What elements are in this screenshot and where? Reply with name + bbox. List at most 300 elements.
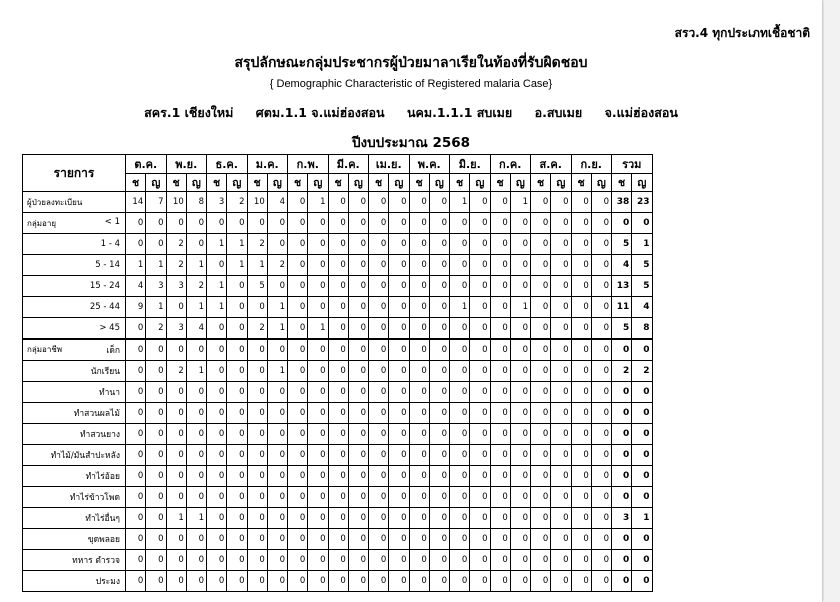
total-cell: 5	[612, 234, 632, 255]
table-row	[23, 424, 653, 445]
value-cell: 0	[551, 529, 571, 550]
value-cell: 0	[510, 213, 530, 234]
month-header: พ.ค.	[409, 155, 450, 174]
value-cell: 0	[531, 192, 551, 213]
value-cell: 0	[510, 445, 530, 466]
value-cell: 1	[166, 508, 186, 529]
value-cell: 0	[389, 192, 409, 213]
total-cell: 23	[632, 192, 652, 213]
value-cell: 0	[490, 529, 510, 550]
value-cell: 0	[571, 424, 591, 445]
value-cell: 0	[369, 424, 389, 445]
value-cell: 0	[348, 192, 368, 213]
value-cell: 0	[470, 466, 490, 487]
value-cell: 9	[126, 297, 146, 318]
value-cell: 0	[328, 487, 348, 508]
value-cell: 0	[267, 234, 287, 255]
value-cell: 0	[490, 361, 510, 382]
value-cell: 0	[571, 339, 591, 361]
value-cell: 0	[591, 213, 611, 234]
value-cell: 0	[267, 550, 287, 571]
value-cell: 0	[288, 466, 308, 487]
value-cell: 0	[450, 403, 470, 424]
value-cell: 0	[591, 318, 611, 340]
value-cell: 0	[551, 192, 571, 213]
value-cell: 0	[450, 276, 470, 297]
value-cell: 0	[369, 192, 389, 213]
organization-line	[0, 103, 822, 123]
value-cell: 0	[186, 339, 206, 361]
value-cell: 0	[389, 361, 409, 382]
value-cell: 0	[490, 213, 510, 234]
value-cell: 0	[166, 403, 186, 424]
value-cell: 0	[308, 445, 328, 466]
month-header: ธ.ค.	[207, 155, 248, 174]
value-cell: 0	[369, 361, 389, 382]
value-cell: 0	[470, 424, 490, 445]
female-header: ญ	[267, 174, 287, 192]
value-cell: 0	[429, 339, 449, 361]
value-cell: 0	[328, 339, 348, 361]
female-header: ญ	[429, 174, 449, 192]
value-cell: 2	[186, 276, 206, 297]
value-cell: 0	[409, 550, 429, 571]
value-cell: 0	[247, 445, 267, 466]
value-cell: 0	[510, 508, 530, 529]
value-cell: 0	[510, 255, 530, 276]
value-cell: 0	[429, 297, 449, 318]
value-cell: 0	[571, 445, 591, 466]
row-label: ทำไม้/มันสำปะหลัง	[23, 445, 126, 466]
value-cell: 0	[186, 529, 206, 550]
value-cell: 0	[288, 318, 308, 340]
value-cell: 0	[126, 508, 146, 529]
value-cell: 0	[409, 445, 429, 466]
value-cell: 0	[389, 403, 409, 424]
value-cell: 0	[470, 571, 490, 592]
value-cell: 0	[247, 487, 267, 508]
value-cell: 0	[267, 466, 287, 487]
month-header: ก.ค.	[490, 155, 531, 174]
value-cell: 0	[429, 318, 449, 340]
value-cell: 0	[591, 361, 611, 382]
value-cell: 0	[308, 213, 328, 234]
male-header: ช	[490, 174, 510, 192]
value-cell: 0	[227, 508, 247, 529]
row-label: > 45	[23, 318, 126, 340]
value-cell: 0	[510, 466, 530, 487]
value-cell: 0	[308, 529, 328, 550]
value-cell: 0	[551, 234, 571, 255]
value-cell: 0	[126, 529, 146, 550]
value-cell: 0	[308, 403, 328, 424]
demographic-table	[22, 154, 653, 592]
value-cell: 0	[470, 382, 490, 403]
value-cell: 5	[247, 276, 267, 297]
value-cell: 0	[490, 445, 510, 466]
value-cell: 0	[126, 424, 146, 445]
value-cell: 0	[247, 466, 267, 487]
org-unit: นคม.1.1.1 สบเมย	[406, 105, 513, 120]
value-cell: 0	[429, 550, 449, 571]
value-cell: 0	[389, 487, 409, 508]
value-cell: 0	[308, 508, 328, 529]
value-cell: 0	[450, 318, 470, 340]
value-cell: 0	[450, 382, 470, 403]
value-cell: 0	[510, 318, 530, 340]
value-cell: 0	[429, 424, 449, 445]
value-cell: 0	[288, 508, 308, 529]
table-row	[23, 192, 653, 213]
value-cell: 0	[288, 297, 308, 318]
value-cell: 2	[166, 361, 186, 382]
total-cell: 2	[632, 361, 652, 382]
total-cell: 4	[632, 297, 652, 318]
value-cell: 0	[267, 529, 287, 550]
value-cell: 0	[409, 213, 429, 234]
value-cell: 0	[369, 403, 389, 424]
value-cell: 0	[551, 445, 571, 466]
value-cell: 0	[571, 550, 591, 571]
value-cell: 0	[348, 276, 368, 297]
value-cell: 0	[571, 529, 591, 550]
value-cell: 0	[389, 318, 409, 340]
value-cell: 0	[126, 234, 146, 255]
total-cell: 0	[612, 445, 632, 466]
female-header: ญ	[348, 174, 368, 192]
value-cell: 0	[510, 403, 530, 424]
value-cell: 0	[308, 255, 328, 276]
value-cell: 0	[510, 529, 530, 550]
value-cell: 1	[207, 276, 227, 297]
total-cell: 4	[612, 255, 632, 276]
value-cell: 0	[591, 403, 611, 424]
row-label: ทหาร ตำรวจ	[23, 550, 126, 571]
value-cell: 0	[470, 339, 490, 361]
value-cell: 0	[308, 361, 328, 382]
value-cell: 0	[551, 550, 571, 571]
value-cell: 0	[389, 382, 409, 403]
table-row	[23, 445, 653, 466]
table-row	[23, 276, 653, 297]
female-header: ญ	[146, 174, 166, 192]
value-cell: 0	[146, 550, 166, 571]
value-cell: 0	[348, 382, 368, 403]
value-cell: 10	[247, 192, 267, 213]
value-cell: 0	[571, 361, 591, 382]
value-cell: 0	[429, 445, 449, 466]
value-cell: 0	[247, 571, 267, 592]
value-cell: 0	[369, 445, 389, 466]
value-cell: 0	[490, 318, 510, 340]
value-cell: 0	[571, 403, 591, 424]
value-cell: 0	[186, 403, 206, 424]
value-cell: 0	[288, 487, 308, 508]
value-cell: 0	[146, 508, 166, 529]
table-row	[23, 339, 653, 361]
value-cell: 0	[551, 487, 571, 508]
value-cell: 1	[186, 297, 206, 318]
value-cell: 1	[267, 297, 287, 318]
value-cell: 0	[450, 255, 470, 276]
value-cell: 0	[531, 445, 551, 466]
row-label: ทำไร่ข้าวโพด	[23, 487, 126, 508]
value-cell: 0	[531, 550, 551, 571]
value-cell: 0	[450, 466, 470, 487]
value-cell: 0	[490, 487, 510, 508]
total-cell: 0	[612, 382, 632, 403]
value-cell: 0	[328, 192, 348, 213]
value-cell: 0	[369, 466, 389, 487]
total-cell: 0	[632, 487, 652, 508]
value-cell: 0	[571, 297, 591, 318]
value-cell: 0	[531, 297, 551, 318]
value-cell: 2	[247, 318, 267, 340]
female-header: ญ	[591, 174, 611, 192]
value-cell: 0	[510, 361, 530, 382]
value-cell: 0	[328, 361, 348, 382]
value-cell: 0	[531, 318, 551, 340]
value-cell: 0	[389, 255, 409, 276]
value-cell: 0	[490, 339, 510, 361]
org-regional-office: สคร.1 เชียงใหม่	[144, 105, 234, 120]
value-cell: 0	[328, 276, 348, 297]
value-cell: 0	[207, 571, 227, 592]
total-cell: 13	[612, 276, 632, 297]
value-cell: 3	[207, 192, 227, 213]
value-cell: 0	[591, 234, 611, 255]
table-row	[23, 487, 653, 508]
value-cell: 0	[450, 234, 470, 255]
value-cell: 0	[288, 571, 308, 592]
value-cell: 0	[571, 487, 591, 508]
org-vector-center: ศตม.1.1 จ.แม่ฮ่องสอน	[255, 105, 385, 120]
value-cell: 1	[510, 297, 530, 318]
value-cell: 0	[146, 213, 166, 234]
value-cell: 0	[348, 339, 368, 361]
value-cell: 0	[369, 339, 389, 361]
value-cell: 0	[247, 403, 267, 424]
value-cell: 0	[429, 192, 449, 213]
value-cell: 0	[429, 382, 449, 403]
value-cell: 1	[227, 234, 247, 255]
table-row	[23, 234, 653, 255]
value-cell: 4	[126, 276, 146, 297]
value-cell: 0	[328, 382, 348, 403]
row-label-cell	[23, 213, 126, 234]
month-header: พ.ย.	[166, 155, 207, 174]
value-cell: 0	[531, 255, 551, 276]
value-cell: 0	[429, 508, 449, 529]
value-cell: 0	[247, 529, 267, 550]
value-cell: 0	[328, 403, 348, 424]
value-cell: 0	[166, 339, 186, 361]
value-cell: 0	[328, 508, 348, 529]
male-header: ช	[126, 174, 146, 192]
value-cell: 0	[510, 234, 530, 255]
month-header: ก.พ.	[288, 155, 329, 174]
value-cell: 0	[308, 487, 328, 508]
value-cell: 0	[207, 339, 227, 361]
value-cell: 0	[308, 571, 328, 592]
value-cell: 1	[186, 508, 206, 529]
value-cell: 0	[551, 466, 571, 487]
table-row	[23, 508, 653, 529]
value-cell: 0	[409, 339, 429, 361]
value-cell: 0	[267, 382, 287, 403]
month-header: ม.ค.	[247, 155, 288, 174]
value-cell: 0	[389, 234, 409, 255]
value-cell: 0	[207, 255, 227, 276]
value-cell: 0	[126, 382, 146, 403]
value-cell: 0	[389, 466, 409, 487]
male-header: ช	[450, 174, 470, 192]
value-cell: 0	[591, 529, 611, 550]
value-cell: 0	[429, 213, 449, 234]
value-cell: 0	[470, 361, 490, 382]
value-cell: 4	[186, 318, 206, 340]
value-cell: 0	[571, 213, 591, 234]
value-cell: 0	[571, 508, 591, 529]
row-label: ประมง	[23, 571, 126, 592]
value-cell: 0	[551, 255, 571, 276]
value-cell: 0	[450, 361, 470, 382]
value-cell: 0	[207, 466, 227, 487]
table-row	[23, 297, 653, 318]
value-cell: 0	[166, 487, 186, 508]
value-cell: 0	[207, 361, 227, 382]
total-cell: 5	[632, 276, 652, 297]
value-cell: 0	[551, 508, 571, 529]
value-cell: 0	[510, 339, 530, 361]
value-cell: 0	[288, 234, 308, 255]
value-cell: 0	[288, 361, 308, 382]
value-cell: 0	[551, 571, 571, 592]
value-cell: 1	[450, 297, 470, 318]
row-group-label: กลุ่มอายุ	[27, 218, 57, 228]
value-cell: 0	[146, 424, 166, 445]
value-cell: 0	[227, 529, 247, 550]
value-cell: 0	[490, 403, 510, 424]
value-cell: 0	[531, 213, 551, 234]
value-cell: 7	[146, 192, 166, 213]
value-cell: 0	[551, 276, 571, 297]
value-cell: 0	[510, 550, 530, 571]
value-cell: 0	[328, 213, 348, 234]
month-header: รวม	[612, 155, 653, 174]
total-cell: 0	[632, 529, 652, 550]
value-cell: 0	[571, 318, 591, 340]
value-cell: 0	[348, 361, 368, 382]
total-cell: 0	[632, 403, 652, 424]
value-cell: 1	[267, 361, 287, 382]
value-cell: 0	[591, 466, 611, 487]
total-cell: 0	[612, 424, 632, 445]
value-cell: 0	[571, 571, 591, 592]
month-header: มิ.ย.	[450, 155, 491, 174]
value-cell: 0	[227, 339, 247, 361]
value-cell: 0	[288, 255, 308, 276]
value-cell: 0	[166, 213, 186, 234]
value-cell: 1	[146, 255, 166, 276]
total-cell: 5	[632, 255, 652, 276]
row-label: ทำสวนยาง	[23, 424, 126, 445]
value-cell: 0	[166, 445, 186, 466]
value-cell: 0	[267, 424, 287, 445]
value-cell: 0	[126, 403, 146, 424]
female-header: ญ	[632, 174, 652, 192]
value-cell: 0	[369, 550, 389, 571]
value-cell: 0	[166, 297, 186, 318]
value-cell: 0	[186, 213, 206, 234]
total-cell: 0	[632, 382, 652, 403]
value-cell: 0	[348, 487, 368, 508]
table-row	[23, 466, 653, 487]
value-cell: 0	[591, 445, 611, 466]
value-cell: 0	[267, 571, 287, 592]
value-cell: 0	[166, 424, 186, 445]
value-cell: 0	[531, 466, 551, 487]
value-cell: 0	[531, 234, 551, 255]
value-cell: 0	[470, 403, 490, 424]
value-cell: 0	[126, 487, 146, 508]
value-cell: 0	[389, 297, 409, 318]
month-header: ต.ค.	[126, 155, 167, 174]
value-cell: 0	[450, 445, 470, 466]
value-cell: 0	[531, 508, 551, 529]
value-cell: 0	[227, 445, 247, 466]
male-header: ช	[247, 174, 267, 192]
value-cell: 0	[126, 318, 146, 340]
value-cell: 0	[247, 297, 267, 318]
value-cell: 0	[429, 571, 449, 592]
value-cell: 1	[186, 361, 206, 382]
value-cell: 0	[308, 276, 328, 297]
female-header: ญ	[186, 174, 206, 192]
value-cell: 0	[591, 382, 611, 403]
value-cell: 3	[166, 318, 186, 340]
value-cell: 0	[146, 234, 166, 255]
value-cell: 0	[450, 550, 470, 571]
row-label: ทำไร่อ้อย	[23, 466, 126, 487]
value-cell: 0	[470, 445, 490, 466]
value-cell: 0	[328, 466, 348, 487]
value-cell: 0	[531, 276, 551, 297]
row-label: 1 - 4	[23, 234, 126, 255]
value-cell: 0	[389, 445, 409, 466]
value-cell: 0	[470, 276, 490, 297]
value-cell: 0	[328, 318, 348, 340]
value-cell: 3	[146, 276, 166, 297]
value-cell: 0	[470, 234, 490, 255]
total-cell: 0	[612, 550, 632, 571]
total-cell: 1	[632, 508, 652, 529]
value-cell: 0	[369, 508, 389, 529]
value-cell: 0	[308, 550, 328, 571]
value-cell: 0	[571, 234, 591, 255]
total-cell: 11	[612, 297, 632, 318]
value-cell: 1	[308, 318, 328, 340]
value-cell: 0	[429, 276, 449, 297]
value-cell: 0	[348, 297, 368, 318]
value-cell: 0	[328, 297, 348, 318]
row-label: 5 - 14	[23, 255, 126, 276]
value-cell: 0	[409, 234, 429, 255]
male-header: ช	[166, 174, 186, 192]
total-cell: 0	[612, 466, 632, 487]
value-cell: 1	[126, 255, 146, 276]
value-cell: 0	[470, 508, 490, 529]
